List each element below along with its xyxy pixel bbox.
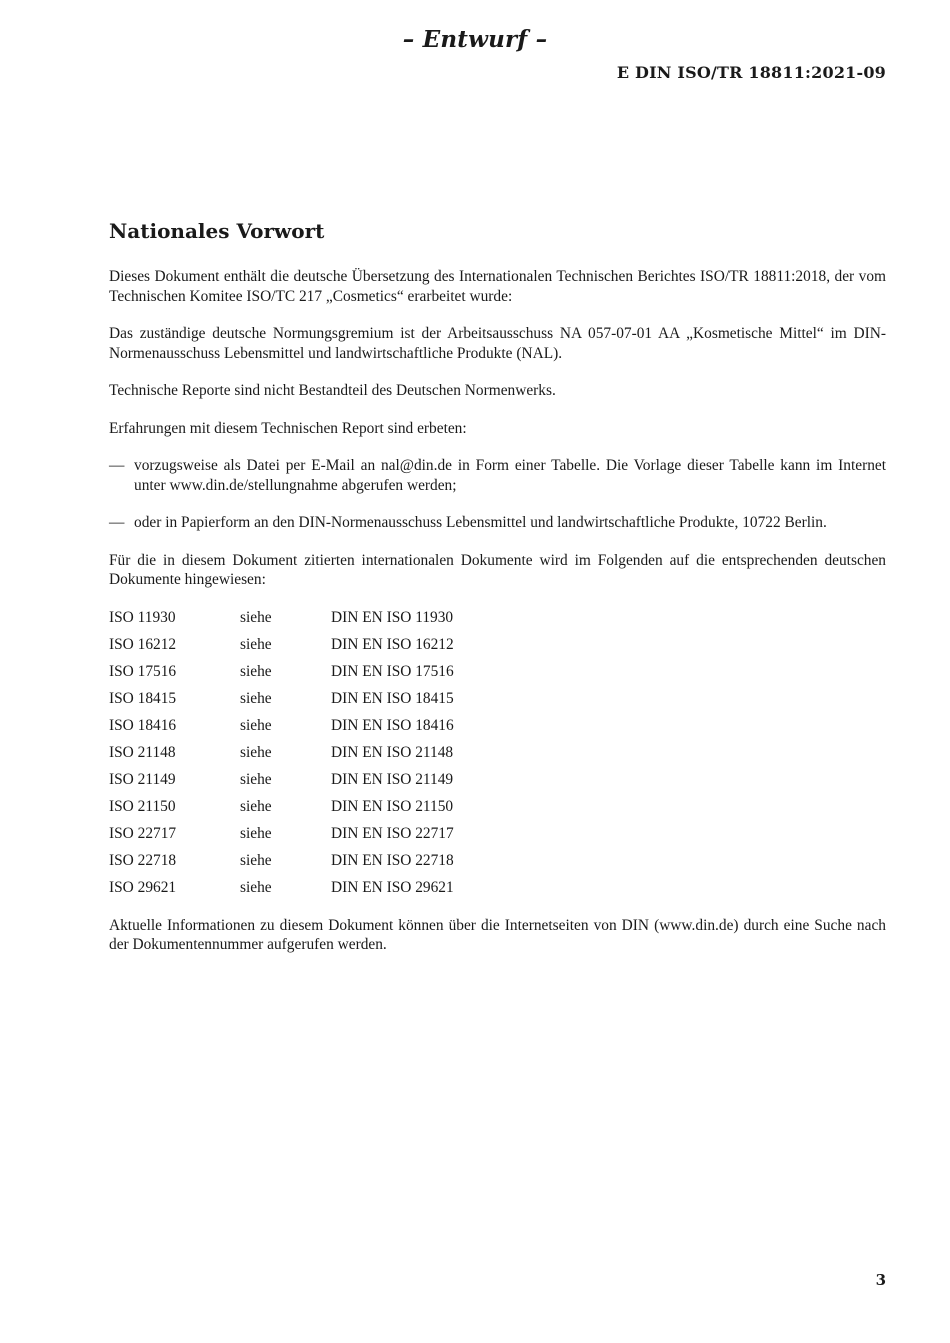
see-label: siehe bbox=[240, 689, 272, 707]
table-row bbox=[109, 608, 886, 635]
see-label: siehe bbox=[240, 851, 272, 869]
see-label: siehe bbox=[240, 743, 272, 761]
iso-reference: ISO 18416 bbox=[109, 716, 177, 734]
iso-reference: ISO 17516 bbox=[109, 662, 177, 680]
see-label: siehe bbox=[240, 716, 272, 734]
list-item bbox=[109, 456, 886, 495]
paragraph-reports-status: Technische Reporte sind nicht Bestandteil des Deutschen Normenwerks. bbox=[109, 382, 556, 399]
dash-marker: — bbox=[109, 457, 125, 474]
paragraph-translation-note: Dieses Dokument enthält die deutsche Übersetzung des Internationalen Technischen Berichtes ISO/TR 18811:2018, der vom Technischen Komitee ISO/TC 217 „Cosmetics“ erarbeitet wurde: bbox=[109, 268, 886, 305]
table-row bbox=[109, 770, 886, 797]
list-item-text: vorzugsweise als Datei per E-Mail an nal@din.de in Form einer Tabelle. Die Vorlage dieser Tabelle kann im Internet unter www.din.de/stellungnahme abgerufen werden; bbox=[134, 457, 886, 494]
iso-reference: ISO 22718 bbox=[109, 851, 177, 869]
table-row bbox=[109, 878, 886, 899]
list-item-text: oder in Papierform an den DIN-Normenausschuss Lebensmittel und landwirtschaftliche Produkte, 10722 Berlin. bbox=[134, 514, 827, 531]
reference-table bbox=[109, 608, 886, 899]
see-label: siehe bbox=[240, 797, 272, 815]
din-reference: DIN EN ISO 22717 bbox=[331, 824, 454, 842]
see-label: siehe bbox=[240, 662, 272, 680]
din-reference: DIN EN ISO 21150 bbox=[331, 797, 454, 815]
see-label: siehe bbox=[240, 635, 272, 653]
din-reference: DIN EN ISO 18416 bbox=[331, 716, 454, 734]
din-reference: DIN EN ISO 29621 bbox=[331, 878, 454, 896]
table-row bbox=[109, 824, 886, 851]
paragraph-closing-info: Aktuelle Informationen zu diesem Dokument können über die Internetseiten von DIN (www.din.de) durch eine Suche nach der Dokumentennummer aufgerufen werden. bbox=[109, 916, 886, 953]
table-row bbox=[109, 716, 886, 743]
main-content bbox=[109, 216, 886, 973]
see-label: siehe bbox=[240, 824, 272, 842]
table-row bbox=[109, 797, 886, 824]
din-reference: DIN EN ISO 18415 bbox=[331, 689, 454, 707]
iso-reference: ISO 16212 bbox=[109, 635, 177, 653]
din-reference: DIN EN ISO 11930 bbox=[331, 608, 454, 626]
see-label: siehe bbox=[240, 770, 272, 788]
page-number: 3 bbox=[875, 1271, 886, 1289]
iso-reference: ISO 29621 bbox=[109, 878, 177, 896]
table-row bbox=[109, 662, 886, 689]
list-item bbox=[109, 513, 886, 533]
table-row bbox=[109, 635, 886, 662]
see-label: siehe bbox=[240, 878, 272, 896]
draft-mark: – Entwurf – bbox=[402, 26, 548, 53]
table-row bbox=[109, 689, 886, 716]
din-reference: DIN EN ISO 21149 bbox=[331, 770, 454, 788]
iso-reference: ISO 22717 bbox=[109, 824, 177, 842]
iso-reference: ISO 21149 bbox=[109, 770, 176, 788]
iso-reference: ISO 11930 bbox=[109, 608, 176, 626]
din-reference: DIN EN ISO 17516 bbox=[331, 662, 454, 680]
din-reference: DIN EN ISO 16212 bbox=[331, 635, 454, 653]
din-reference: DIN EN ISO 22718 bbox=[331, 851, 454, 869]
see-label: siehe bbox=[240, 608, 272, 626]
iso-reference: ISO 21148 bbox=[109, 743, 176, 761]
table-row bbox=[109, 743, 886, 770]
document-id: E DIN ISO/TR 18811:2021-09 bbox=[616, 63, 886, 82]
paragraph-reference-intro: Für die in diesem Dokument zitierten internationalen Dokumente wird im Folgenden auf die entsprechenden deutschen Dokumente hingewiesen: bbox=[109, 551, 886, 588]
dash-marker: — bbox=[109, 514, 125, 531]
iso-reference: ISO 21150 bbox=[109, 797, 176, 815]
paragraph-committee: Das zuständige deutsche Normungsgremium ist der Arbeitsausschuss NA 057-07-01 AA „Kosmetische Mittel“ im DIN-Normenausschuss Lebensmittel und landwirtschaftliche Produkte (NAL). bbox=[109, 325, 886, 362]
section-title: Nationales Vorwort bbox=[109, 219, 325, 243]
paragraph-feedback-request: Erfahrungen mit diesem Technischen Report sind erbeten: bbox=[109, 419, 467, 437]
table-row bbox=[109, 851, 886, 878]
din-reference: DIN EN ISO 21148 bbox=[331, 743, 454, 761]
feedback-options-list bbox=[109, 456, 886, 533]
iso-reference: ISO 18415 bbox=[109, 689, 177, 707]
